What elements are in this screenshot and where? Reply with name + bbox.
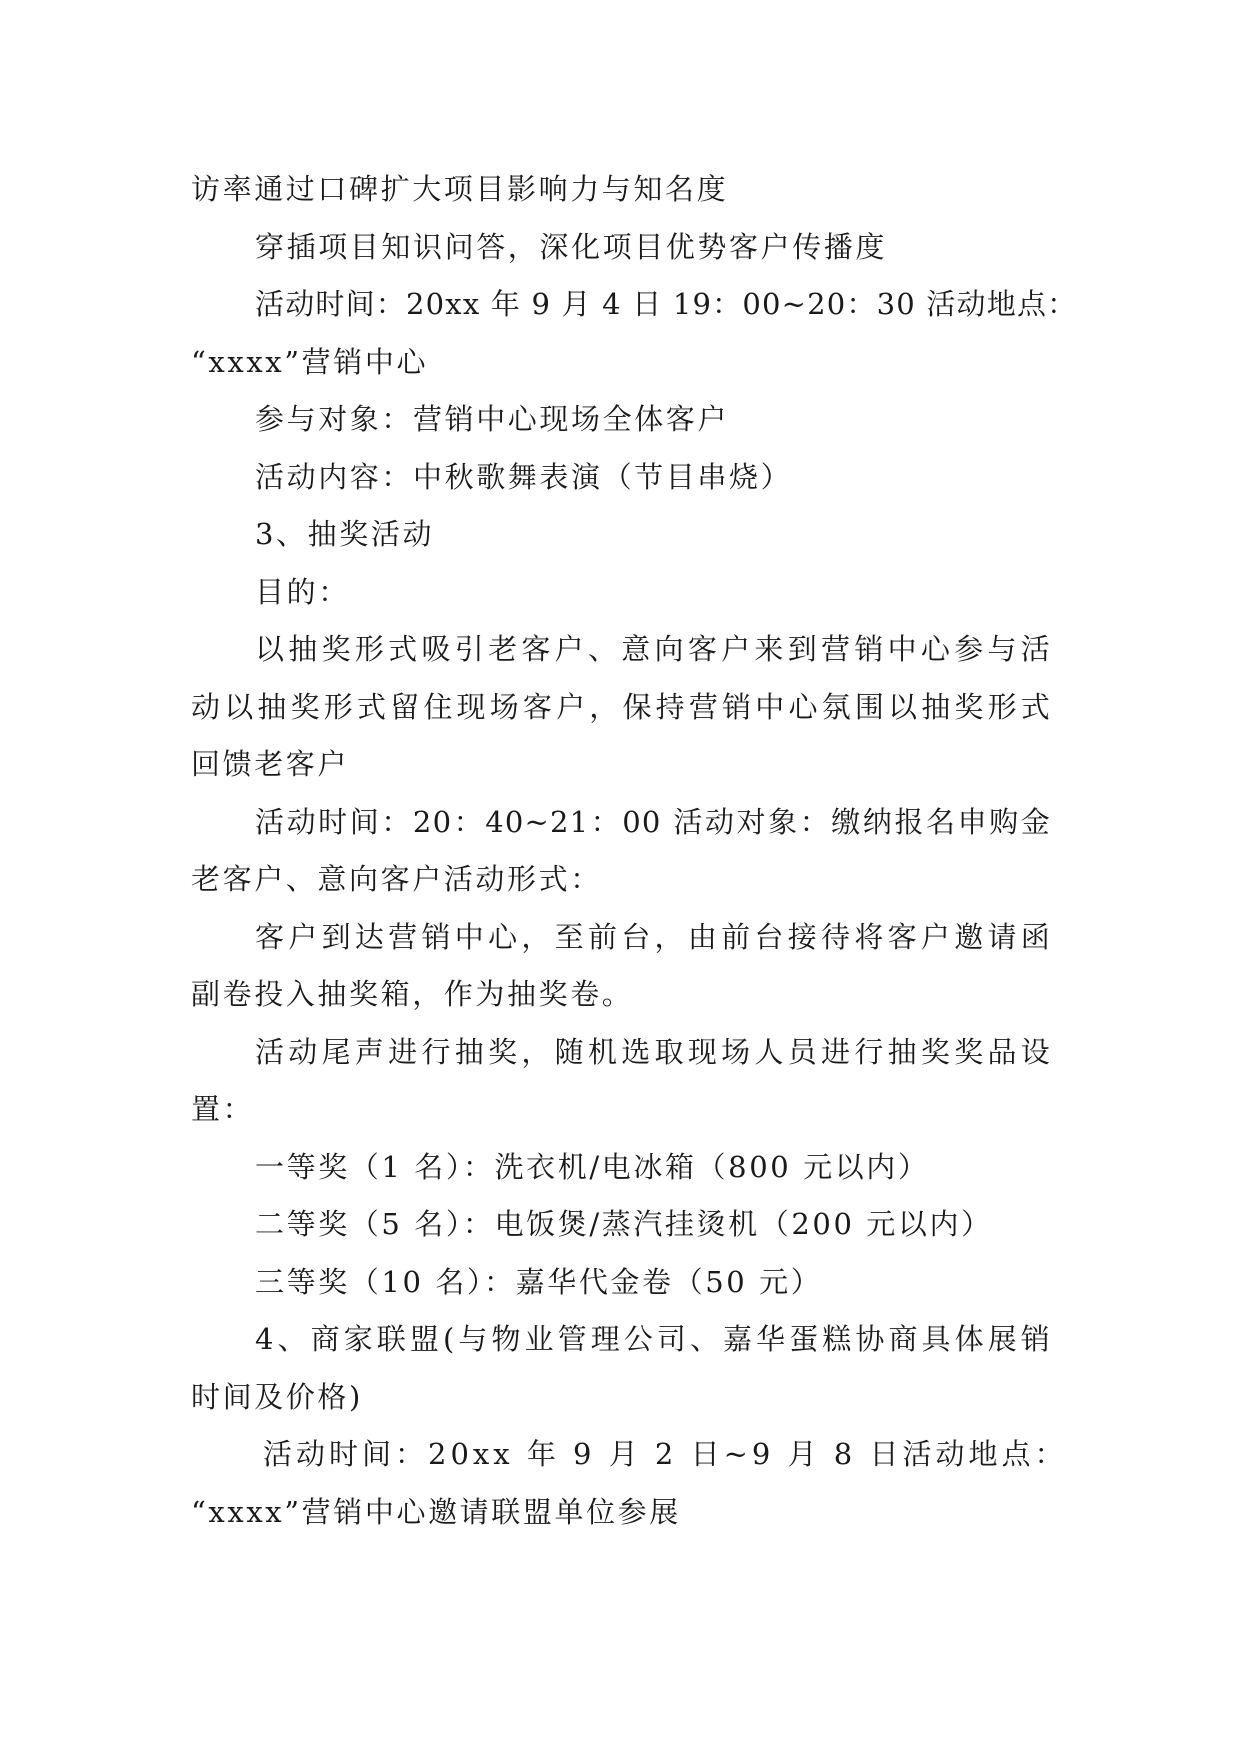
paragraph-line: 目的：: [255, 574, 350, 609]
paragraph-line: “xxxx”营销中心邀请联盟单位参展: [191, 1494, 681, 1529]
paragraph-line: 置：: [191, 1092, 255, 1126]
paragraph-line: 客户到达营销中心，至前台，由前台接待将客户邀请函: [255, 919, 1051, 954]
paragraph-line: 活动内容：中秋歌舞表演（节目串烧）: [255, 459, 793, 494]
prize-line: 一等奖（1 名）：洗衣机/电冰箱（800 元以内）: [255, 1149, 930, 1184]
paragraph-line: 活动尾声进行抽奖，随机选取现场人员进行抽奖奖品设: [255, 1034, 1051, 1069]
document-body: [191, 161, 1078, 1541]
paragraph-line: 回馈老客户: [191, 747, 350, 781]
paragraph-line: 以抽奖形式吸引老客户、意向客户来到营销中心参与活: [255, 632, 1051, 666]
paragraph-line: 穿插项目知识问答，深化项目优势客户传播度: [255, 229, 888, 264]
paragraph-line: 时间及价格): [191, 1379, 363, 1414]
paragraph-line: 老客户、意向客户活动形式：: [191, 862, 602, 896]
paragraph-line: 活动时间：20xx 年 9 月 4 日 19：00~20：30 活动地点：: [255, 287, 1078, 321]
paragraph-line: 副卷投入抽奖箱，作为抽奖卷。: [191, 977, 634, 1011]
paragraph-line: 活动时间：20：40~21：00 活动对象：缴纳报名申购金: [255, 804, 1051, 839]
paragraph-line: 动以抽奖形式留住现场客户，保持营销中心氛围以抽奖形式: [191, 689, 1051, 724]
paragraph-line: 参与对象：营销中心现场全体客户: [255, 402, 730, 436]
section-heading: 4、商家联盟(与物业管理公司、嘉华蛋糕协商具体展销: [255, 1322, 1051, 1356]
prize-line: 二等奖（5 名）：电饭煲/蒸汽挂烫机（200 元以内）: [255, 1207, 993, 1241]
paragraph-line: 访率通过口碑扩大项目影响力与知名度: [191, 172, 729, 206]
section-heading: 3、抽奖活动: [255, 517, 435, 551]
prize-line: 三等奖（10 名）：嘉华代金卷（50 元）: [255, 1264, 823, 1299]
paragraph-line: 活动时间：20xx 年 9 月 2 日~9 月 8 日活动地点：: [263, 1437, 1068, 1471]
paragraph-line: “xxxx”营销中心: [191, 344, 429, 379]
